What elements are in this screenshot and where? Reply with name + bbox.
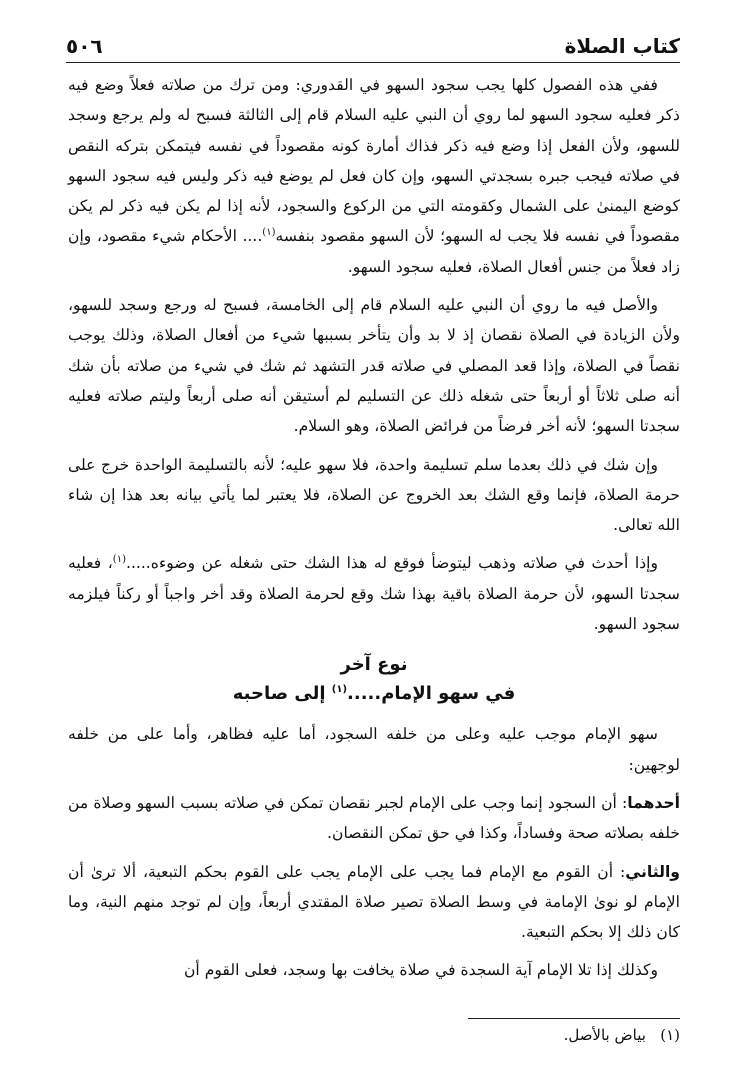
footnote: [564, 1026, 680, 1044]
footnote-number: (١): [660, 1026, 680, 1044]
paragraph-5: سهو الإمام موجب عليه وعلى من خلفه السجود، أما عليه فظاهر، وأما على من خلفه لوجهين:: [68, 725, 680, 774]
paragraph-4-text-a: وإذا أحدث في صلاته وذهب ليتوضأ فوقع له هذا الشك حتى شغله عن وضوءه.....: [125, 554, 659, 573]
footnote-marker: (١): [331, 684, 348, 696]
paragraph-7: [68, 857, 680, 948]
paragraph-1: [68, 70, 680, 282]
page-header: [66, 32, 680, 63]
paragraph-2: والأصل فيه ما روي أن النبي عليه السلام قام إلى الخامسة، فسبح له ورجع وسجد للسهو، ولأن الزيادة في الصلاة نقصان إذ لا بد وأن يتأخر بسببها شيء من أفعال الصلاة، وذلك يوجب نقصاً في الصلاة، وإذا قعد المصلي في صلاته قدر التشهد ثم شك في شيء من صلاته بأن شك أنه صلى ثلاثاً أو أربعاً حتى شغله ذلك عن التسليم لم أستيقن أنه صلى أربعاً وليتم صلاته فعليه سجدتا السهو؛ لأنه أخر فرضاً من فرائض الصلاة، وهو السلام.: [68, 296, 680, 436]
section-title-text-b: إلى صاحبه: [232, 683, 332, 705]
paragraph-8: وكذلك إذا تلا الإمام آية السجدة في صلاة يخافت بها وسجد، فعلى القوم أن: [183, 961, 658, 980]
paragraph-3: وإن شك في ذلك بعدما سلم تسليمة واحدة، فلا سهو عليه؛ لأنه بالتسليمة الواحدة خرج على حرمة الصلاة، فإنما وقع الشك بعد الخروج عن الصلاة، فلا يعتبر لما يأتي بيانه بعد هذا إن شاء الله تعالى.: [68, 455, 680, 535]
footnote-marker: (١): [112, 554, 126, 566]
section-type-heading: نوع آخر: [340, 654, 408, 676]
footnote-text: بياض بالأصل.: [563, 1026, 646, 1044]
paragraph-4: [68, 548, 680, 639]
paragraph-1-text-b: .... الأحكام شيء مقصود، وإن زاد فعلاً من جنس أفعال الصلاة، فعليه سجود السهو.: [68, 227, 680, 276]
page-number: ٥٠٦: [66, 34, 103, 58]
footnote-marker: (١): [262, 227, 276, 239]
section-title-heading: [68, 679, 680, 709]
chapter-title: كتاب الصلاة: [564, 34, 680, 58]
footnote-divider: [468, 1018, 680, 1019]
section-title-text-a: في سهو الإمام.....: [347, 683, 516, 705]
paragraph-7-lead: والثاني: [625, 862, 680, 881]
paragraph-1-text-a: ففي هذه الفصول كلها يجب سجود السهو في القدوري: ومن ترك من صلاته فعلاً وضع فيه ذكر فعليه سجود السهو لما روي أن النبي عليه السلام قام إلى الثالثة فسبح له ولم يرجع وسجد للسهو، ولأن الفعل إذا وضع فيه ذكر فذاك أمارة كونه مقصوداً في نفسه فيتمكن بتركه النقص في صلاته فيجب جبره بسجدتي السهو، وإن كان فعل لم يوضع فيه ذكر وليس فيه سجود السهو كوضع اليمنىٰ على الشمال وكقومته التي من الركوع والسجود، لأنه إذا لم يكن فيه ذكر لم يكن مقصوداً في نفسه فلا يجب له السهو؛ لأن السهو مقصود بنفسه: [68, 76, 680, 246]
paragraph-7-text: : أن القوم مع الإمام فما يجب على الإمام يجب على القوم بحكم التبعية، ألا ترىٰ أن الإمام لو نوىٰ الإمامة في وسط الصلاة تصير صلاة المقتدي أربعاً، وإن لم توجد منهم النية، وما كان ذلك إلا بحكم التبعية.: [68, 862, 680, 942]
paragraph-6-lead: أحدهما: [627, 793, 680, 812]
paragraph-6-text: : أن السجود إنما وجب على الإمام لجبر نقصان تمكن في صلاته بسبب السهو وصلاة من خلفه بصلاته صحة وفساداً، وكذا في حق تمكن النقصان.: [68, 793, 680, 843]
main-text: [68, 70, 680, 994]
paragraph-6: [68, 788, 680, 849]
paragraph-4-text-b: ، فعليه سجدتا السهو، لأن حرمة الصلاة باقية بهذا شك وقع لحرمة الصلاة وقد أخر واجباً أو ركناً فيلزمه سجود السهو.: [68, 554, 680, 634]
